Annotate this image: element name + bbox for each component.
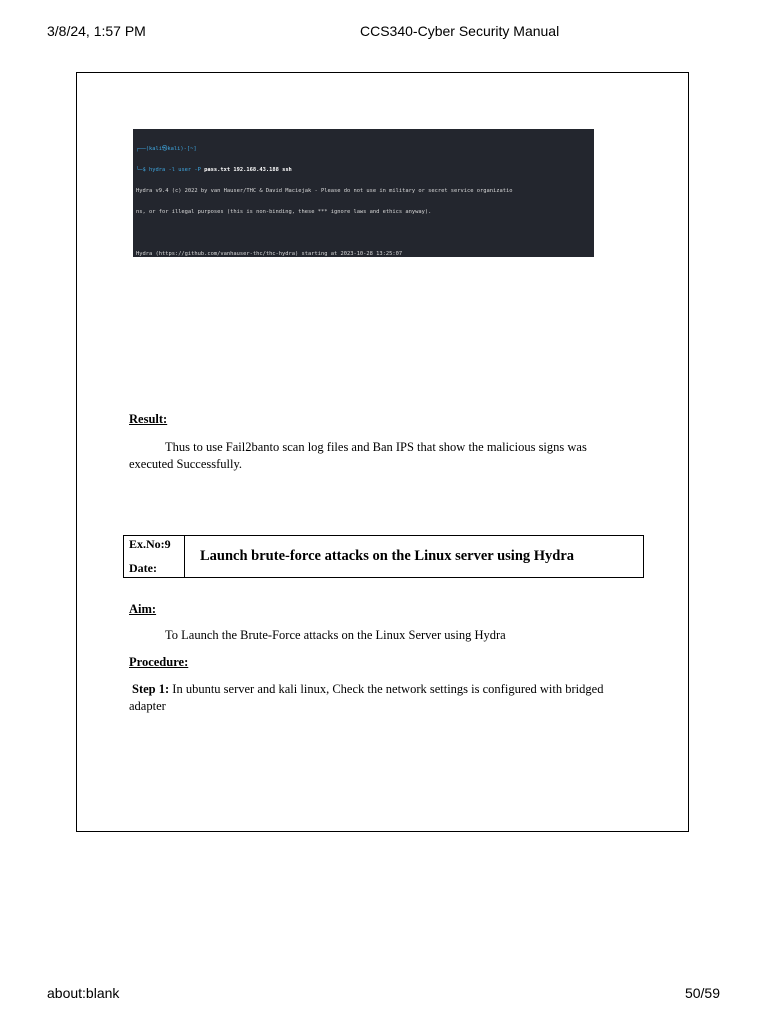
terminal-output-line: Hydra v9.4 (c) 2022 by van Hauser/THC & David Maciejak - Please do not use in military or secret service organizatio xyxy=(136,188,513,194)
aim-text: To Launch the Brute-Force attacks on the Linux Server using Hydra xyxy=(165,628,506,642)
terminal-screenshot xyxy=(133,129,594,257)
terminal-output-line: Hydra (https://github.com/vanhauser-thc/thc-hydra) starting at 2023-10-28 13:25:07 xyxy=(136,251,403,257)
page-number: 50/59 xyxy=(684,985,720,1001)
terminal-prompt-line: ┌──(kali㉿kali)-[~] xyxy=(136,146,197,152)
exercise-date: Date: xyxy=(129,561,157,575)
result-text: Thus to use Fail2banto scan log files and Ban IPS that show the malicious signs was executed Successfully. xyxy=(129,440,587,471)
exercise-meta-cell xyxy=(124,536,185,577)
exercise-title: Launch brute-force attacks on the Linux server using Hydra xyxy=(200,548,575,564)
procedure-heading: Procedure: xyxy=(129,655,189,669)
aim-heading: Aim: xyxy=(129,602,157,616)
print-datetime: 3/8/24, 1:57 PM xyxy=(47,23,146,39)
terminal-command-line: └─$ hydra -l user -P pass.txt 192.168.43.188 ssh xyxy=(136,167,292,173)
exercise-header-table xyxy=(123,535,644,578)
terminal-output-line: ns, or for illegal purposes (this is non-binding, these *** ignore laws and ethics anyway). xyxy=(136,209,432,215)
step-label: Step 1: xyxy=(132,682,170,696)
exercise-number: Ex.No:9 xyxy=(129,537,171,551)
document-title: CCS340-Cyber Security Manual xyxy=(360,23,560,39)
result-heading: Result: xyxy=(129,412,168,426)
step-text: In ubuntu server and kali linux, Check the network settings is configured with bridged adapter xyxy=(129,682,604,713)
terminal-output-line xyxy=(136,230,591,237)
procedure-step-1 xyxy=(129,681,629,715)
footer-url: about:blank xyxy=(47,985,120,1001)
